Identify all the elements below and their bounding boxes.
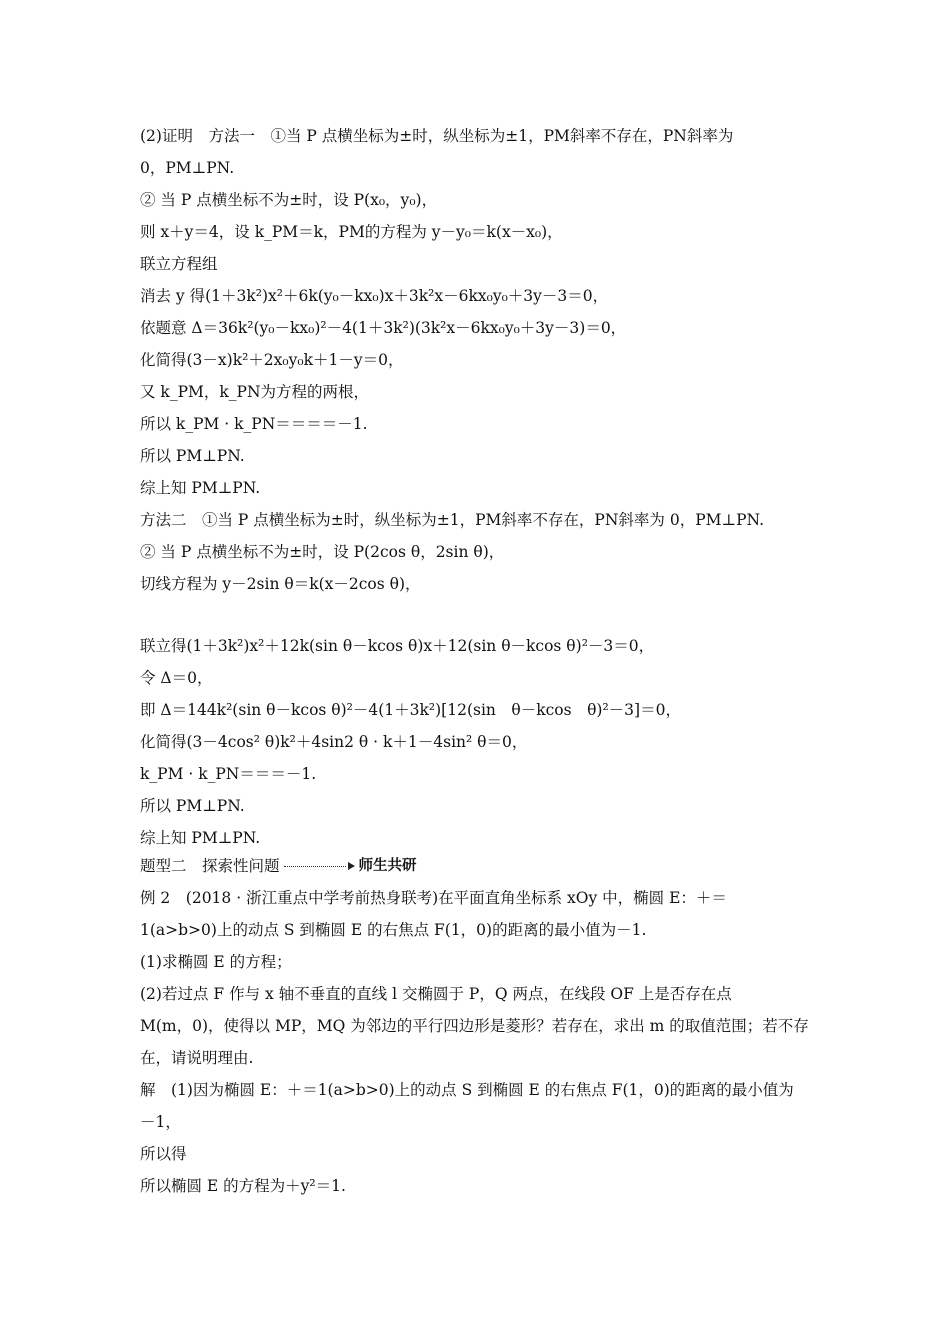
text-line: 消去 y 得(1＋3k²)x²＋6k(y₀－kx₀)x＋3k²x－6kx₀y₀＋3y－3＝0，	[140, 287, 609, 305]
example-line: 所以椭圆 E 的方程为＋y²＝1.	[140, 1177, 346, 1195]
text-line: 则 x＋y＝4，设 k_PM＝k，PM的方程为 y－y₀＝k(x－x₀)，	[140, 223, 563, 241]
text-line: 方法二 ①当 P 点横坐标为±时，纵坐标为±1，PM斜率不存在，PN斜率为 0，PM⊥PN.	[140, 511, 765, 529]
text-line: 综上知 PM⊥PN.	[140, 829, 261, 847]
section-tag: 师生共研	[358, 858, 417, 874]
text-line: 依题意 Δ＝36k²(y₀－kx₀)²－4(1＋3k²)(3k²x－6kx₀y₀＋3y－3)＝0，	[140, 319, 627, 337]
section-heading	[140, 856, 417, 876]
text-line: ② 当 P 点横坐标不为±时，设 P(x₀，y₀)，	[140, 191, 438, 209]
text-line: (2)证明 方法一 ①当 P 点横坐标为±时，纵坐标为±1，PM斜率不存在，PN斜率为	[140, 127, 734, 145]
text-line: 化简得(3－x)k²＋2x₀y₀k＋1－y＝0，	[140, 351, 404, 369]
arrow-right-icon	[348, 862, 355, 870]
example-line: (1)求椭圆 E 的方程；	[140, 953, 292, 971]
text-line: 所以 k_PM · k_PN＝＝＝＝－1.	[140, 415, 368, 433]
example-line: M(m，0)，使得以 MP，MQ 为邻边的平行四边形是菱形？若存在，求出 m 的取值范围；若不存	[140, 1017, 809, 1035]
example-line: 在，请说明理由.	[140, 1049, 254, 1067]
example-line: －1，	[140, 1113, 181, 1131]
dotted-arrow-line	[284, 866, 346, 867]
text-line: 综上知 PM⊥PN.	[140, 479, 261, 497]
text-line: 令 Δ＝0，	[140, 669, 213, 687]
text-line: 切线方程为 y－2sin θ＝k(x－2cos θ)，	[140, 575, 421, 593]
text-line: 联立得(1＋3k²)x²＋12k(sin θ－kcos θ)x＋12(sin θ－kcos θ)²－3＝0，	[140, 637, 655, 655]
example-line: (2)若过点 F 作与 x 轴不垂直的直线 l 交椭圆于 P，Q 两点，在线段 OF 上是否存在点	[140, 985, 732, 1003]
example-line: 所以得	[140, 1145, 187, 1163]
text-line: 化简得(3－4cos² θ)k²＋4sin2 θ · k＋1－4sin² θ＝0，	[140, 733, 528, 751]
text-line: ② 当 P 点横坐标不为±时，设 P(2cos θ，2sin θ)，	[140, 543, 505, 561]
text-line: 又 k_PM，k_PN为方程的两根，	[140, 383, 370, 401]
text-line: 即 Δ＝144k²(sin θ－kcos θ)²－4(1＋3k²)[12(sin θ－kcos θ)²－3]＝0，	[140, 701, 681, 719]
section-title: 题型二 探索性问题	[140, 857, 280, 875]
example-line: 1(a>b>0)上的动点 S 到椭圆 E 的右焦点 F(1，0)的距离的最小值为－1.	[140, 921, 647, 939]
example-line: 解 (1)因为椭圆 E：＋＝1(a>b>0)上的动点 S 到椭圆 E 的右焦点 F(1，0)的距离的最小值为	[140, 1081, 794, 1099]
example-line: 例 2 (2018 · 浙江重点中学考前热身联考)在平面直角坐标系 xOy 中，椭圆 E：＋＝	[140, 889, 727, 907]
text-line: 所以 PM⊥PN.	[140, 797, 245, 815]
text-line: 所以 PM⊥PN.	[140, 447, 245, 465]
text-line: 联立方程组	[140, 255, 218, 273]
text-line: k_PM · k_PN＝＝＝－1.	[140, 765, 317, 783]
text-line: 0，PM⊥PN.	[140, 159, 235, 177]
